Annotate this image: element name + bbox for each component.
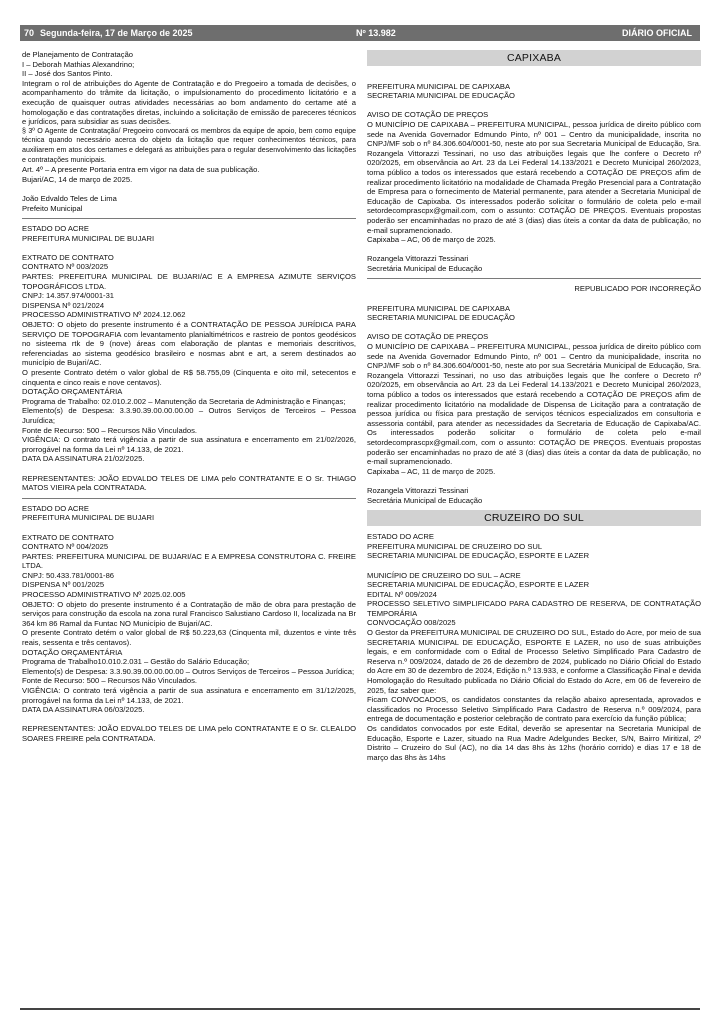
notice-body: O MUNICÍPIO DE CAPIXABA – PREFEITURA MUNICIPAL, pessoa jurídica de direito público com sede na Avenida Governador Edmundo Pinto, nº 001 – Centro da municipalidade, inscrita no CNPJ/MF sob o nº 84.306.604/0001-50, neste ato por sua Secretaria Municipal de Educação, Sra. Rozangela Vittorazzi Tessinari, no uso das atribuições legais que lhe confere o Decreto nº 020/2025, em observância ao Art. 23 da Lei Federal 14.133/2021 e Decreto Municipal 260/2023, torna público a todos os interessados que estará recebendo a COTAÇÃO DE PREÇOS afim de realizar procedimento licitatório na modalidade de Chamada Pregão Presencial para a Contratação de Empresa para o fornecimento de Material permanente, para atender a Secretaria Municipal de Educação de Capixaba. Os interessados poderão solicitar o formulário de coleta pelo e-mail setordecomprascpx@gmail.com, com o assunto: COTAÇÃO DE PREÇOS. Eventuais propostas poderão ser encaminhadas no prazo de até 3 (dias) dias úteis a contar da data de publicação, no e-mail supramencionado.: [367, 119, 701, 235]
notice-title: AVISO DE COTAÇÃO DE PREÇOS: [367, 332, 489, 342]
secretariat-heading: SECRETARIA MUNICIPAL DE EDUCAÇÃO, ESPORTE E LAZER: [367, 580, 590, 590]
secretariat-heading: SECRETARIA MUNICIPAL DE EDUCAÇÃO, ESPORTE E LAZER: [367, 551, 590, 561]
section-title-capixaba: CAPIXABA: [367, 50, 701, 66]
notice-date: Capixaba – AC, 06 de março de 2025.: [367, 235, 496, 245]
text-line: II – José dos Santos Pinto.: [22, 69, 113, 79]
object: OBJETO: O objeto do presente instrumento é a CONTRATAÇÃO DE PESSOA JURÍDICA PARA SERVIÇO DE TOPOGRAFIA com levantamento planialtimétricos e rastreio de pontos geodésicos no sisteema rtk de 9 (nove) áreas com elaboração de plantas e memoriais descritivos, referenciadas ao sistema geodésico brasileiro e nosmas abnt e art, a serem destinados ao município de Bujari/AC.: [22, 320, 356, 368]
signature-date: DATA DA ASSINATURA 21/02/2025.: [22, 454, 145, 464]
page-header: [20, 25, 700, 41]
paragraph: Ficam CONVOCADOS, os candidatos constantes da relação abaixo apresentada, aprovados e classificados no Processo Seletivo Simplificado Para Cadastro de Reserva n.º 009/2024, para entrega de documentação e posterior celebração de contrato para exercício da função pública;: [367, 695, 701, 724]
representatives: REPRESENTANTES: JOÃO EDVALDO TELES DE LIMA pelo CONTRATANTE E O Sr. CLEALDO SOARES FREIRE pela CONTRATADA.: [22, 724, 356, 743]
left-column: [22, 50, 356, 744]
right-column: [367, 50, 701, 762]
expense-element: Elemento(s) de Despesa: 3.3.90.39.00.00.00.00 – Outros Serviços de Terceiros – Pessoa Jurídica;: [22, 666, 355, 676]
convocation-number: CONVOCAÇÃO 008/2025: [367, 618, 456, 628]
divider: [22, 498, 356, 499]
value: O presente Contrato detém o valor global de R$ 58.755,09 (Cinquenta e oito mil, setecentos e cinquenta e cinco reais e nove centavos).: [22, 368, 356, 387]
cnpj: CNPJ: 14.357.974/0001-31: [22, 291, 115, 301]
state-heading: ESTADO DO ACRE: [22, 503, 89, 513]
signature-name: João Edvaldo Teles de Lima: [22, 193, 117, 203]
parties: PARTES: PREFEITURA MUNICIPAL DE BUJARI/AC E A EMPRESA CONSTRUTORA C. FREIRE LTDA.: [22, 551, 356, 571]
cnpj: CNPJ: 50.433.781/0001-86: [22, 570, 115, 580]
page-number: 70: [24, 28, 35, 38]
secretariat-heading: SECRETARIA MUNICIPAL DE EDUCAÇÃO: [367, 313, 515, 323]
validity: VIGÊNCIA: O contrato terá vigência a partir de sua assinatura e encerramento em 21/02/2026, prorrogável na forma da Lei nº 14.133, de 2021.: [22, 435, 356, 454]
signature-title: Secretária Municipal de Educação: [367, 263, 483, 273]
extract-title: EXTRATO DE CONTRATO: [22, 252, 114, 262]
journal-name: DIÁRIO OFICIAL: [622, 28, 692, 38]
process-number: PROCESSO ADMINISTRATIVO Nº 2025.02.005: [22, 590, 186, 600]
header-date: Segunda-feira, 17 de Março de 2025: [40, 28, 193, 38]
resource-source: Fonte de Recurso: 500 – Recursos Não Vinculados.: [22, 425, 198, 435]
notice-body: O MUNICÍPIO DE CAPIXABA – PREFEITURA MUNICIPAL, pessoa jurídica de direito público com sede na Avenida Governador Edmundo Pinto, nº 001 – Centro da municipalidade, inscrita no CNPJ/MF sob o nº 84.306.604/0001-50, neste ato por sua Secretária Municipal de Educação, Sra. Rozangela Vittorazzi Tessinari, no uso das atribuições legais que lhe confere o Decreto nº 020/2025, em observância ao Art. 23 da Lei Federal 14.133/2021 e Decreto Municipal 260/2023, torna público a todos os interessados que estará recebendo a COTAÇÃO DE PREÇOS afim de realizar procedimento licitatório na modalidade de Dispensa de Licitação para a contratação de pessoa jurídica ou física para prestação de serviços técnicos especializados em consultoria e assessoria contábil, para atender as necessidades da Secretaria de Educação de Capixaba/AC. Os interessados poderão solicitar o formulário de coleta pelo e-mail setordecomprascpx@gmail.com, com o assunto: COTAÇÃO DE PREÇOS. Eventuais propostas poderão ser encaminhadas no prazo de até 3 (dias) dias úteis a contar da data de publicação, no e-mail supramencionado.: [367, 342, 701, 467]
paragraph: O Gestor da PREFEITURA MUNICIPAL DE CRUZEIRO DO SUL, Estado do Acre, por meio de sua SECRETARIA MUNICIPAL DE EDUCAÇÃO, ESPORTE E LAZER, no uso de suas atribuições legais, e em conformidade com o Edital de Processo Seletivo Simplificado Para Cadastro de Reserva n.º 009/2024, datado de 26 de dezembro de 2024, publicado no Diário Oficial do Estado do Acre em 30 de dezembro de 2024, Edição n.º 13.933, e conforme a Classificação Final e devida Homologação do Resultado publicada no Diário Oficial do Estado do Acre, em 06 de fevereiro de 2025, faz saber que:: [367, 628, 701, 695]
extract-title: EXTRATO DE CONTRATO: [22, 532, 114, 542]
state-heading: ESTADO DO ACRE: [22, 224, 89, 234]
signature-name: Rozangela Vittorazzi Tessinari: [367, 254, 469, 264]
prefecture-heading: PREFEITURA MUNICIPAL DE CAPIXABA: [367, 81, 511, 91]
contract-number: CONTRATO Nº 004/2025: [22, 542, 109, 552]
resource-source: Fonte de Recurso: 500 – Recursos Não Vinculados.: [22, 676, 198, 686]
republished-label: REPUBLICADO POR INCORREÇÃO: [574, 284, 701, 294]
dispensa: DISPENSA Nº 001/2025: [22, 580, 105, 590]
bottom-rule: [20, 1008, 700, 1010]
dispensa: DISPENSA Nº 021/2024: [22, 300, 105, 310]
prefecture-heading: PREFEITURA MUNICIPAL DE CRUZEIRO DO SUL: [367, 541, 543, 551]
notice-date: Capixaba – AC, 11 de março de 2025.: [367, 466, 496, 476]
process-title: PROCESSO SELETIVO SIMPLIFICADO PARA CADASTRO DE RESERVA, DE CONTRATAÇÃO TEMPORÁRIA: [367, 599, 701, 618]
section-title-cruzeiro: CRUZEIRO DO SUL: [367, 510, 701, 526]
signature-name: Rozangela Vittorazzi Tessinari: [367, 485, 469, 495]
state-heading: ESTADO DO ACRE: [367, 532, 434, 542]
header-edition: Nº 13.982: [356, 28, 396, 38]
paragraph: Bujari/AC, 14 de março de 2025.: [22, 174, 133, 184]
object: OBJETO: O objeto do presente instrumento é a Contratação de mão de obra para prestação de serviços para construção da escola na zona rural Francisco Salustiano Cardoso II, localizada na Br 364 km 86 Ramal da Funtac NO Município de Bujari/AC.: [22, 599, 356, 628]
prefecture-heading: PREFEITURA MUNICIPAL DE BUJARI: [22, 233, 155, 243]
text-line: I – Deborah Mathias Alexandrino;: [22, 59, 135, 69]
validity: VIGÊNCIA: O contrato terá vigência a partir de sua assinatura e encerramento em 31/12/2025, prorrogável na forma da Lei nº 14.133, de 2021.: [22, 686, 356, 705]
paragraph: Integram o rol de atribuições do Agente de Contratação e do Pregoeiro a tomada de decisões, o acompanhamento do trâmite da licitação, o impulsionamento do procedimento licitatório e a execução de quaisquer outras atividades necessárias ao bom andamento do certame até a homologação e das contratações diretas, incluindo a solicitação de emissão de pareceres técnicos e jurídicos, para subsidiar as suas decisões.: [22, 78, 356, 127]
paragraph: Os candidatos convocados por este Edital, deverão se apresentar na Secretaria Municipal de Educação, Esporte e Lazer, situado na Rua Madre Adelgundes Becker, S/N, Bairro Miritizal, 2º Distrito – Cruzeiro do Sul (AC), no dia 14 das 8hs às 12hs (horário corrido) e dias 17 e 18 de março das 8hs às 14hs: [367, 724, 701, 762]
contract-number: CONTRATO Nº 003/2025: [22, 262, 109, 272]
program: Programa de Trabalho10.010.2.031 – Gestão do Salário Educação;: [22, 657, 250, 667]
expense-element: Elemento(s) de Despesa: 3.3.90.39.00.00.00.00 – Outros Serviços de Terceiros – Pessoa Juruídica;: [22, 406, 356, 425]
signature-date: DATA DA ASSINATURA 06/03/2025.: [22, 705, 145, 715]
parties: PARTES: PREFEITURA MUNICIPAL DE BUJARI/AC E A EMPRESA AZIMUTE SERVIÇOS TOPOGRÁFICOS LTDA.: [22, 272, 356, 291]
paragraph: § 3º O Agente de Contratação/ Pregoeiro convocará os membros da equipe de apoio, bem como equipe técnica quando necessário acerca do objeto da licitação que requer conhecimentos técnicos, para auxiliarem em atos dos certames e delegará as atribuições para o regular desenvolvimento das licitações e contratações municipais.: [22, 126, 356, 164]
value: O presente Contrato detém o valor global de R$ 50.223,63 (Cinquenta mil, duzentos e vinte três reais, sessenta e três centavos).: [22, 628, 356, 648]
divider: [22, 218, 356, 219]
secretariat-heading: SECRETARIA MUNICIPAL DE EDUCAÇÃO: [367, 91, 515, 101]
prefecture-heading: PREFEITURA MUNICIPAL DE BUJARI: [22, 513, 155, 523]
budget-heading: DOTAÇÃO ORÇAMENTÁRIA: [22, 387, 123, 397]
representatives: REPRESENTANTES: JOÃO EDVALDO TELES DE LIMA pelo CONTRATANTE E O Sr. THIAGO MATOS VIEIRA pela CONTRATADA.: [22, 473, 356, 493]
prefecture-heading: PREFEITURA MUNICIPAL DE CAPIXABA: [367, 303, 511, 313]
signature-title: Secretária Municipal de Educação: [367, 495, 483, 505]
paragraph: Art. 4º – A presente Portaria entra em vigor na data de sua publicação.: [22, 165, 260, 175]
divider: [367, 278, 701, 279]
signature-title: Prefeito Municipal: [22, 203, 83, 213]
program: Programa de Trabalho: 02.010.2.002 – Manutenção da Secretaria de Administração e Finanças;: [22, 396, 346, 406]
process-number: PROCESSO ADMINISTRATIVO Nº 2024.12.062: [22, 310, 186, 320]
notice-title: AVISO DE COTAÇÃO DE PREÇOS: [367, 110, 489, 120]
municipality-heading: MUNICÍPIO DE CRUZEIRO DO SUL – ACRE: [367, 570, 521, 580]
text-line: de Planejamento de Contratação: [22, 50, 134, 59]
edital-number: EDITAL Nº 009/2024: [367, 589, 437, 599]
budget-heading: DOTAÇÃO ORÇAMENTÁRIA: [22, 647, 123, 657]
